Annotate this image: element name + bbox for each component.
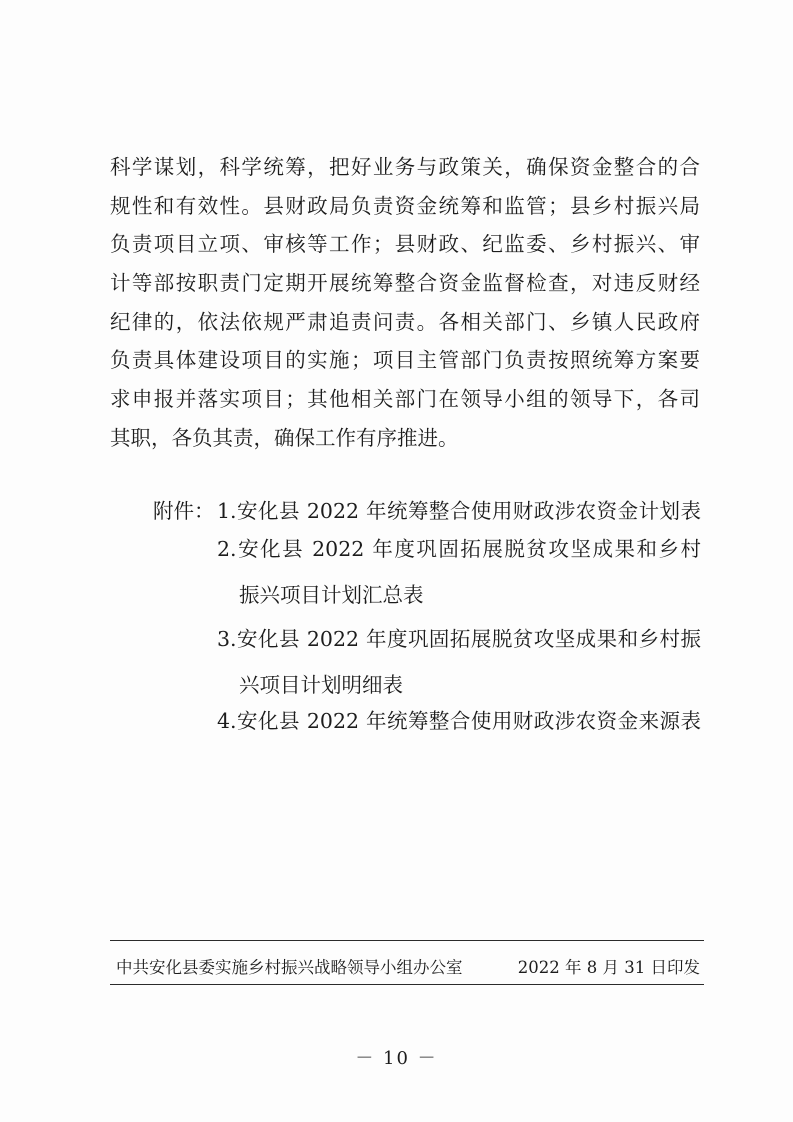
body-line: 负责项目立项、审核等工作；县财政、纪监委、乡村振兴、审 [110, 232, 700, 257]
attachment-item-2 [217, 530, 701, 614]
attachment-title: 4.安化县 2022 年统筹整合使用财政涉农资金来源表 [217, 709, 701, 733]
attachment-title: 2.安化县 2022 年度巩固拓展脱贫攻坚成果和乡村 [217, 537, 701, 561]
attachment-title-continued: 兴项目计划明细表 [239, 673, 403, 697]
attachment-title-continued: 振兴项目计划汇总表 [239, 583, 424, 607]
footer-top-rule [110, 940, 704, 941]
attachments-list [153, 492, 701, 733]
body-line: 科学谋划，科学统筹，把好业务与政策关，确保资金整合的合 [110, 155, 700, 179]
attachment-title: 1.安化县 2022 年统筹整合使用财政涉农资金计划表 [217, 499, 701, 523]
body-paragraph [110, 148, 700, 458]
attachment-item-4 [217, 702, 701, 740]
issuing-office: 中共安化县委实施乡村振兴战略领导小组办公室 [116, 958, 463, 977]
attachment-title: 3.安化县 2022 年度巩固拓展脱贫攻坚成果和乡村振 [217, 627, 701, 651]
body-line: 纪律的，依法依规严肃追责问责。各相关部门、乡镇人民政府 [110, 309, 700, 334]
body-line: 求申报并落实项目；其他相关部门在领导小组的领导下，各司 [110, 387, 700, 412]
footer-bottom-rule [110, 984, 704, 985]
body-line: 计等部按职责门定期开展统筹整合资金监督检查，对违反财经 [110, 271, 700, 296]
body-line: 其职，各负其责，确保工作有序推进。 [110, 425, 459, 450]
print-date: 2022 年 8 月 31 日印发 [517, 958, 700, 977]
print-footer [116, 955, 700, 981]
attachments-label: 附件： [153, 499, 215, 523]
body-line: 负责具体建设项目的实施；项目主管部门负责按照统筹方案要 [110, 348, 700, 373]
body-line: 规性和有效性。县财政局负责资金统筹和监管；县乡村振兴局 [110, 193, 700, 218]
page-number: － 10 － [355, 1048, 438, 1069]
attachment-item-3 [217, 620, 701, 704]
attachment-item-1 [153, 492, 701, 530]
